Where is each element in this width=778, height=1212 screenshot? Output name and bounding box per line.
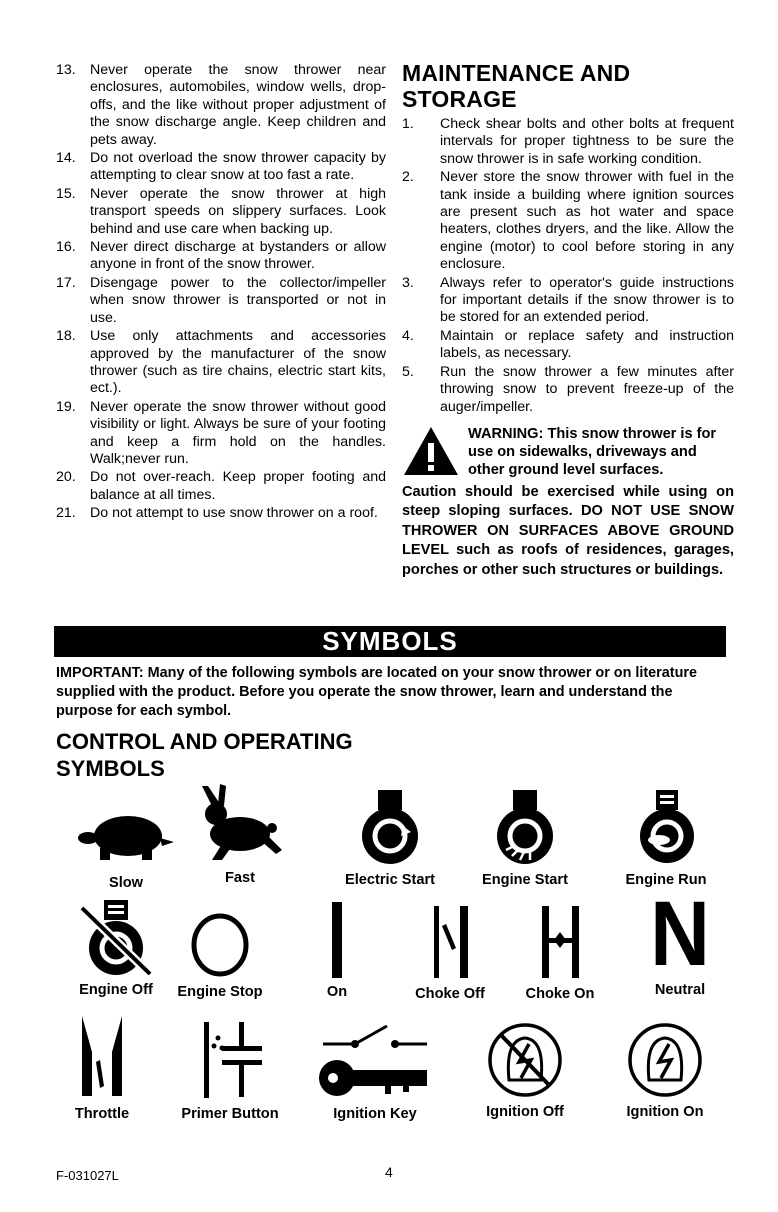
symbol-throttle	[62, 1012, 142, 1122]
maintenance-title: MAINTENANCE AND STORAGE	[402, 60, 631, 112]
maintenance-text: Never store the snow thrower with fuel in the tank inside a building where ignition sources are present such as hot water and space heaters, clothes dryers, and the like. Allow the engine (motor) to cool before storing in any enclosure.	[440, 169, 734, 273]
symbol-label: Engine Off	[79, 982, 153, 998]
symbol-choke-off	[410, 904, 490, 1002]
neutral-n-glyph: N	[650, 883, 710, 985]
rule-item	[56, 469, 386, 504]
turtle-icon	[76, 808, 176, 863]
throttle-icon	[72, 1012, 132, 1100]
rule-text: Never operate the snow thrower without good visibility or light. Always be sure of your footing and keep a firm hold on the handles. Walk;never run.	[90, 398, 386, 467]
safety-rules-left-column	[56, 62, 386, 524]
rule-item	[56, 505, 386, 522]
maintenance-item	[402, 364, 734, 416]
symbol-engine-off	[56, 898, 176, 998]
on-bar-icon	[327, 900, 347, 980]
symbol-label: Ignition On	[626, 1104, 704, 1120]
rule-number: 19.	[56, 398, 76, 415]
important-notice: IMPORTANT: Many of the following symbols are located on your snow thrower or on literature supplied with the product. Before you operate the snow thrower, learn and understand the purpose for each symbol.	[56, 665, 697, 719]
warning-block	[402, 425, 734, 482]
rule-item	[56, 399, 386, 469]
ignition-key-icon	[315, 1022, 435, 1100]
symbol-engine-stop	[170, 912, 270, 1000]
symbol-label: Engine Start	[482, 872, 568, 888]
maintenance-item	[402, 169, 734, 273]
control-symbols-title	[56, 728, 353, 782]
control-title-line2: SYMBOLS	[56, 756, 165, 781]
maintenance-text: Always refer to operator's guide instructions for important details if the snow thrower is to be stored for an extended period.	[440, 274, 734, 326]
symbol-electric-start	[320, 788, 460, 888]
rule-text: Disengage power to the collector/impeller when snow thrower is transported or not in use.	[90, 274, 386, 326]
maintenance-text: Check shear bolts and other bolts at frequent intervals for proper tightness to be sure the snow thrower is in safe working condition.	[440, 116, 734, 167]
symbol-label: Throttle	[74, 1106, 130, 1122]
rule-text: Never operate the snow thrower near enclosures, automobiles, window wells, drop-offs, and the like without proper adjustment of the snow discharge angle. Keep children and pets away.	[90, 62, 386, 148]
caution-text: Caution should be exercised while using on steep sloping surfaces. DO NOT USE SNOW THROWER ON SURFACES ABOVE GROUND LEVEL such as roofs of residences, garages, porches or other such structures or buildings.	[402, 483, 734, 578]
electric-start-icon	[355, 788, 425, 866]
symbol-label: Ignition Off	[486, 1104, 564, 1120]
rule-number: 16.	[56, 239, 76, 256]
symbol-ignition-on	[610, 1020, 720, 1120]
rule-number: 17.	[56, 274, 76, 291]
rule-text: Do not overload the snow thrower capacity by attempting to clear snow at too fast a rate.	[90, 150, 386, 184]
rule-number: 14.	[56, 150, 76, 167]
symbol-label: Neutral	[654, 982, 706, 998]
document-code: F-031027L	[56, 1168, 119, 1183]
rule-item	[56, 150, 386, 185]
symbol-label: Primer Button	[181, 1106, 279, 1122]
rule-number: 13.	[56, 62, 76, 78]
symbol-label: Engine Run	[625, 872, 707, 888]
warning-triangle-icon	[402, 425, 460, 482]
symbol-label: Slow	[108, 875, 144, 891]
rule-text: Never direct discharge at bystanders or allow anyone in front of the snow thrower.	[90, 239, 386, 273]
rule-number: 15.	[56, 185, 76, 202]
rule-number: 18.	[56, 328, 76, 345]
maintenance-number: 2.	[402, 169, 414, 186]
rule-number: 21.	[56, 505, 76, 522]
page-number: 4	[385, 1164, 393, 1180]
maintenance-number: 4.	[402, 327, 414, 344]
maintenance-column	[402, 62, 734, 580]
maintenance-text: Maintain or replace safety and instruction labels, as necessary.	[440, 327, 734, 362]
maintenance-number: 3.	[402, 274, 414, 291]
symbol-label: Fast	[224, 870, 255, 886]
symbol-neutral	[640, 883, 720, 998]
symbol-label: On	[326, 984, 348, 1000]
rule-item	[56, 239, 386, 274]
control-title-line1: CONTROL AND OPERATING	[56, 729, 353, 754]
rule-text: Do not over-reach. Keep proper footing and balance at all times.	[90, 469, 386, 503]
symbol-primer-button	[170, 1020, 290, 1122]
maintenance-number: 5.	[402, 363, 414, 380]
symbol-engine-start	[460, 788, 590, 888]
ignition-off-icon	[485, 1020, 565, 1100]
maintenance-item	[402, 328, 734, 363]
choke-on-icon	[530, 904, 590, 980]
rule-item	[56, 275, 386, 327]
symbol-on	[312, 900, 362, 1000]
maintenance-number: 1.	[402, 116, 414, 132]
symbol-label: Engine Stop	[177, 984, 263, 1000]
engine-start-icon	[490, 788, 560, 866]
rule-text: Use only attachments and accessories approved by the manufacturer of the snow thrower (such as tire chains, electric start kits, ect.).	[90, 328, 386, 397]
symbol-label: Ignition Key	[333, 1106, 417, 1122]
symbol-choke-on	[520, 904, 600, 1002]
maintenance-item	[402, 275, 734, 327]
symbol-slow	[56, 808, 196, 891]
symbol-label: Choke Off	[415, 986, 485, 1002]
rule-text: Do not attempt to use snow thrower on a roof.	[90, 505, 378, 522]
choke-off-icon	[420, 904, 480, 980]
symbols-banner: SYMBOLS	[54, 626, 726, 657]
maintenance-text: Run the snow thrower a few minutes after throwing snow to prevent freeze-up of the auger/impeller.	[440, 363, 734, 415]
rule-text: Never operate the snow thrower at high transport speeds on slippery surfaces. Look behind and use care when backing up.	[90, 185, 386, 237]
ignition-on-icon	[625, 1020, 705, 1100]
primer-button-icon	[190, 1020, 270, 1100]
symbol-ignition-off	[470, 1020, 580, 1120]
warning-heading: WARNING: This snow thrower is for use on sidewalks, driveways and other ground level surfaces.	[468, 425, 717, 478]
engine-run-icon	[631, 788, 701, 866]
rabbit-icon	[190, 782, 290, 864]
rule-item	[56, 186, 386, 238]
symbol-label: Electric Start	[344, 872, 436, 888]
engine-off-icon	[76, 898, 156, 978]
symbol-engine-run	[606, 788, 726, 888]
symbol-ignition-key	[305, 1022, 445, 1122]
circle-stop-icon	[185, 912, 255, 978]
symbol-label: Choke On	[525, 986, 595, 1002]
maintenance-item	[402, 116, 734, 168]
rule-item	[56, 62, 386, 149]
rule-item	[56, 328, 386, 398]
symbol-fast	[180, 782, 300, 886]
rule-number: 20.	[56, 469, 76, 486]
